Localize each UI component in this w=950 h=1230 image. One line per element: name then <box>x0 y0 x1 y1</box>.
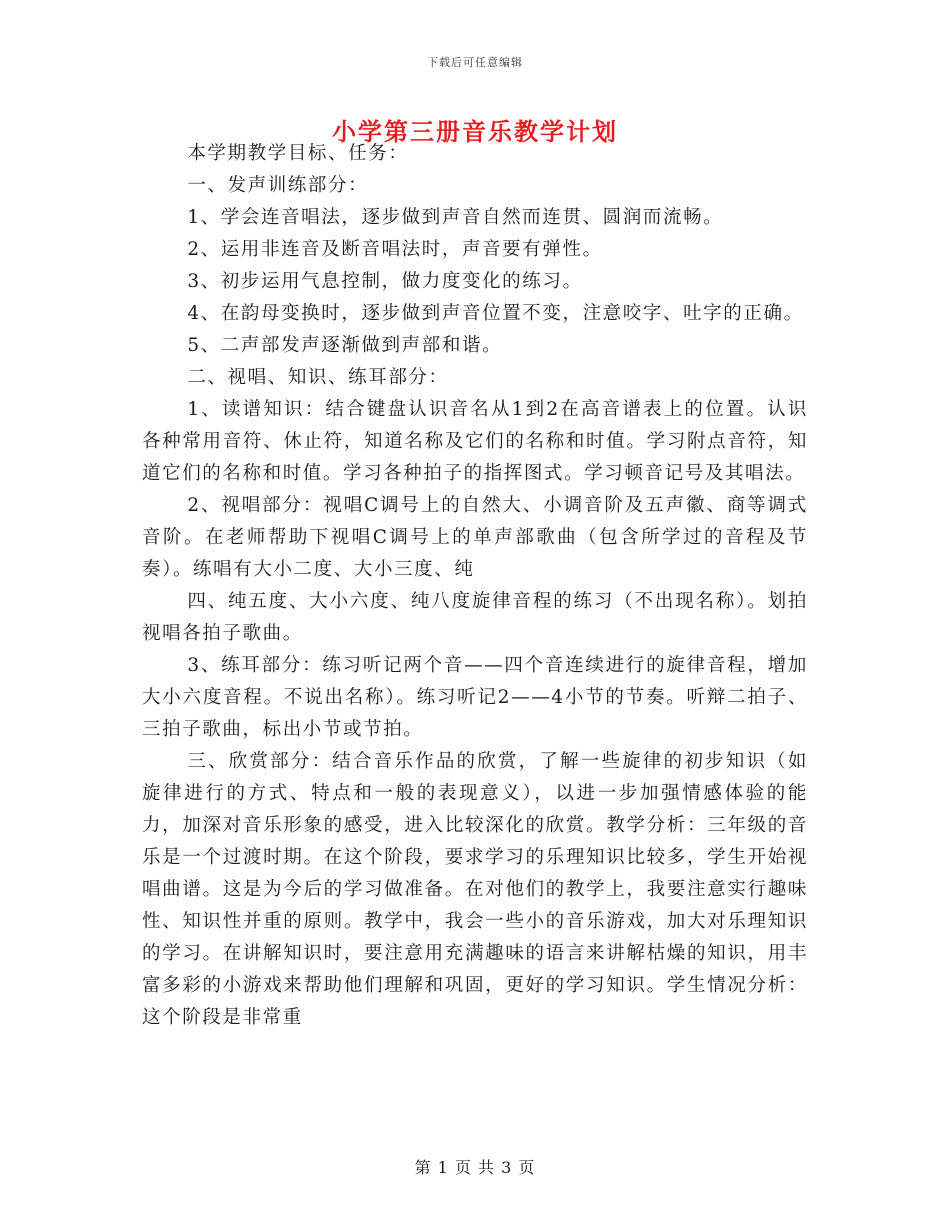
document-body <box>142 138 808 1034</box>
header-note: 下载后可任意编辑 <box>427 56 523 69</box>
paragraph-item: 1、读谱知识：结合键盘认识音名从1到2在高音谱表上的位置。认识各种常用音符、休止符，知道名称及它们的名称和时值。学习附点音符，知道它们的名称和时值。学习各种拍子的指挥图式。学习顿音记号及其唱法。 <box>142 399 808 484</box>
paragraph-item: 1、学会连音唱法，逐步做到声音自然而连贯、圆润而流畅。 <box>187 207 724 228</box>
paragraph-goals-heading: 本学期教学目标、任务： <box>187 143 409 164</box>
paragraph-item: 3、练耳部分：练习听记两个音——四个音连续进行的旋律音程，增加大小六度音程。不说出名称）。练习听记2——4小节的节奏。听辩二拍子、三拍子歌曲，标出小节或节拍。 <box>142 655 808 740</box>
paragraph-appreciation: 三、欣赏部分：结合音乐作品的欣赏，了解一些旋律的初步知识（如旋律进行的方式、特点和一般的表现意义），以进一步加强情感体验的能力，加深对音乐形象的感受，进入比较深化的欣赏。教学分析：三年级的音乐是一个过渡时期。在这个阶段，要求学习的乐理知识比较多，学生开始视唱曲谱。这是为今后的学习做准备。在对他们的教学上，我要注意实行趣味性、知识性并重的原则。教学中，我会一些小的音乐游戏，加大对乐理知识的学习。在讲解知识时，要注意用充满趣味的语言来讲解枯燥的知识，用丰富多彩的小游戏来帮助他们理解和巩固，更好的学习知识。学生情况分析：这个阶段是非常重 <box>142 751 808 1028</box>
page-number-footer: 第 1 页 共 3 页 <box>414 1158 536 1177</box>
section-heading-vocal-training: 一、发声训练部分： <box>187 175 369 196</box>
paragraph-item: 5、二声部发声逐渐做到声部和谐。 <box>187 335 503 356</box>
paragraph-item: 2、视唱部分：视唱C调号上的自然大、小调音阶及五声徽、商等调式音阶。在老师帮助下视唱C调号上的单声部歌曲（包含所学过的音程及节奏）。练唱有大小二度、大小三度、纯 <box>142 495 808 580</box>
paragraph-item: 4、在韵母变换时，逐步做到声音位置不变，注意咬字、吐字的正确。 <box>187 303 804 324</box>
paragraph-item: 3、初步运用气息控制，做力度变化的练习。 <box>187 271 583 292</box>
paragraph-item: 四、纯五度、大小六度、纯八度旋律音程的练习（不出现名称）。划拍视唱各拍子歌曲。 <box>142 591 808 644</box>
document-title: 小学第三册音乐教学计划 <box>332 117 618 146</box>
paragraph-item: 2、运用非连音及断音唱法时，声音要有弹性。 <box>187 239 603 260</box>
section-heading-sight-singing: 二、视唱、知识、练耳部分： <box>187 367 449 388</box>
